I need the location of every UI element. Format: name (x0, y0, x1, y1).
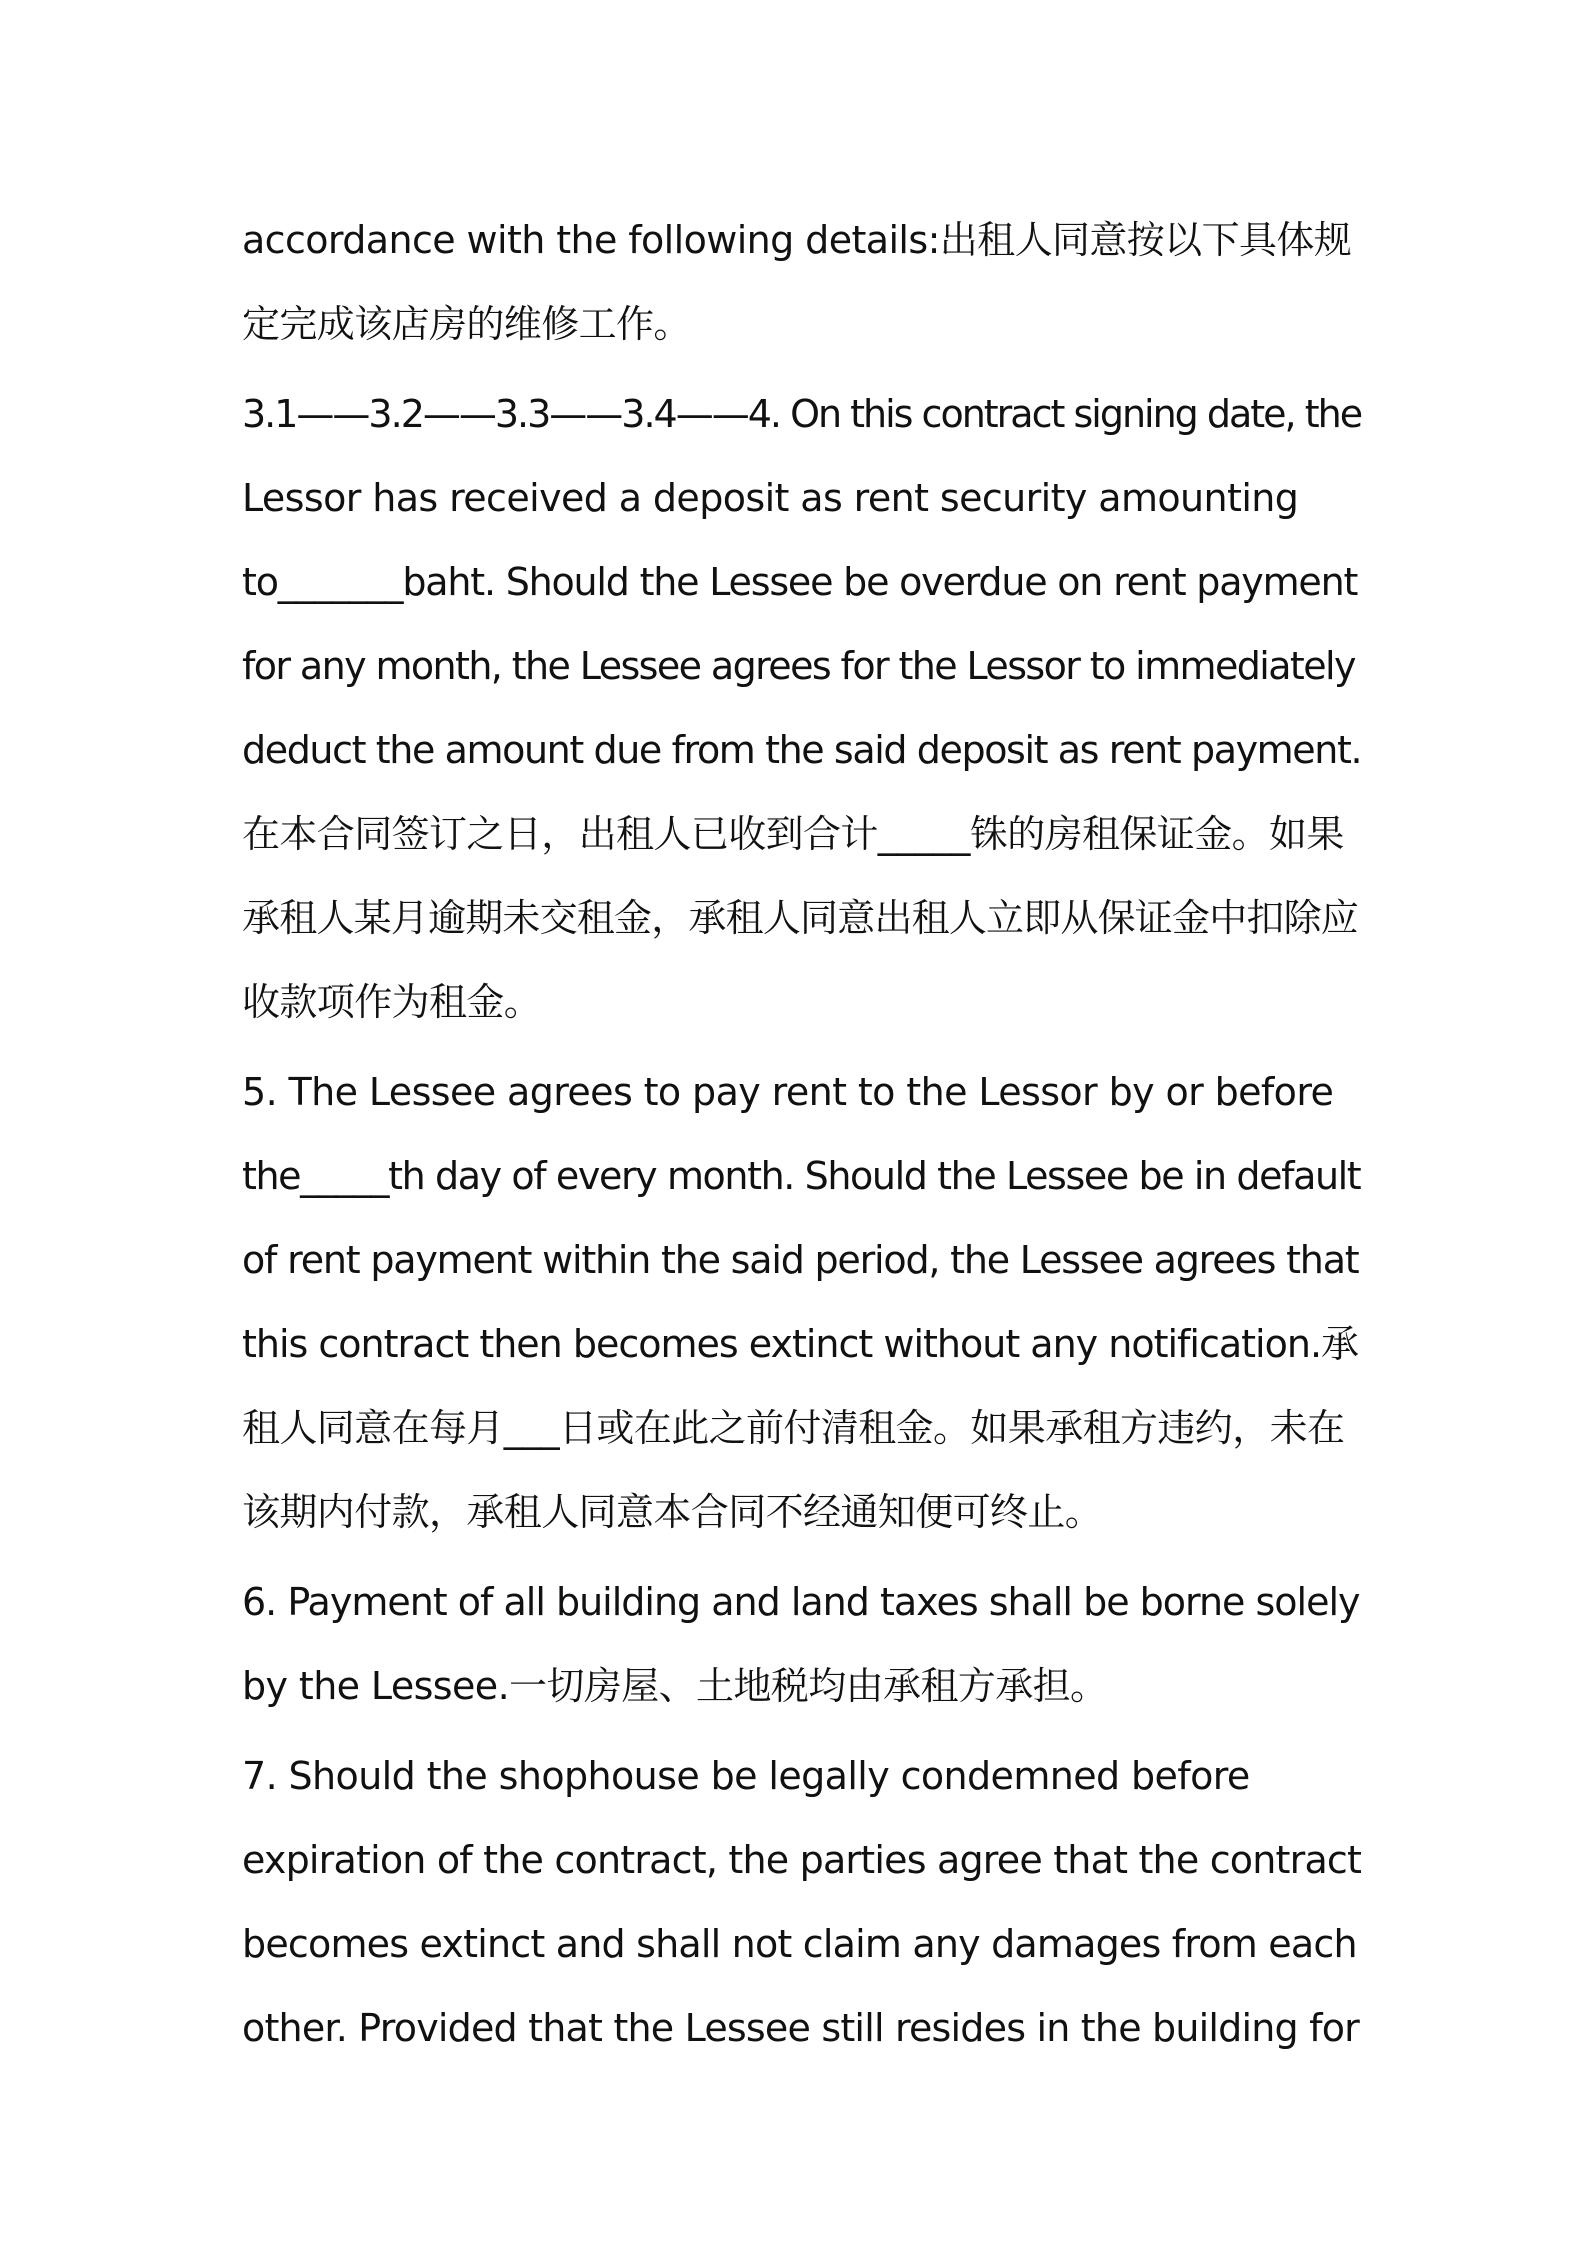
paragraph-repair-details (242, 198, 1362, 366)
text-line: becomes extinct and shall not claim any damages from each (242, 1922, 1357, 1966)
text-line: the_____th day of every month. Should the Lessee be in default (242, 1154, 1361, 1198)
paragraph-clause-7-condemnation (242, 1734, 1362, 2070)
text-line: this contract then becomes extinct without any notification.承 (242, 1322, 1359, 1366)
text-line: by the Lessee.一切房屋、土地税均由承租方承担。 (242, 1664, 1108, 1708)
text-line: 该期内付款，承租人同意本合同不经通知便可终止。 (242, 1490, 1103, 1534)
text-line: other. Provided that the Lessee still resides in the building for (242, 2006, 1359, 2050)
text-line: 3.1——3.2——3.3——3.4——4. On this contract signing date, the (242, 392, 1362, 436)
text-line: 5. The Lessee agrees to pay rent to the Lessor by or before (242, 1070, 1334, 1114)
text-line: 租人同意在每月___日或在此之前付清租金。如果承租方违约，未在 (242, 1406, 1345, 1450)
text-line: 定完成该店房的维修工作。 (242, 302, 691, 346)
text-line: 7. Should the shophouse be legally condemned before (242, 1754, 1250, 1798)
text-line: of rent payment within the said period, the Lessee agrees that (242, 1238, 1359, 1282)
paragraph-clause-4-deposit (242, 372, 1362, 1044)
text-line: 6. Payment of all building and land taxes shall be borne solely (242, 1580, 1360, 1624)
text-line: 承租人某月逾期未交租金，承租人同意出租人立即从保证金中扣除应 (242, 896, 1359, 940)
text-line: Lessor has received a deposit as rent security amounting (242, 476, 1299, 520)
text-line: accordance with the following details:出租人同意按以下具体规 (242, 218, 1352, 262)
text-line: deduct the amount due from the said deposit as rent payment. (242, 728, 1362, 772)
text-line: to_______baht. Should the Lessee be overdue on rent payment (242, 560, 1358, 604)
paragraph-clause-5-rent-payment (242, 1050, 1362, 1554)
text-line: expiration of the contract, the parties agree that the contract (242, 1838, 1362, 1882)
text-line: 收款项作为租金。 (242, 980, 542, 1024)
text-line: 在本合同签订之日，出租人已收到合计_____铢的房租保证金。如果 (242, 812, 1344, 856)
document-body (242, 198, 1362, 2076)
text-line: for any month, the Lessee agrees for the Lessor to immediately (242, 644, 1355, 688)
paragraph-clause-6-taxes (242, 1560, 1362, 1728)
